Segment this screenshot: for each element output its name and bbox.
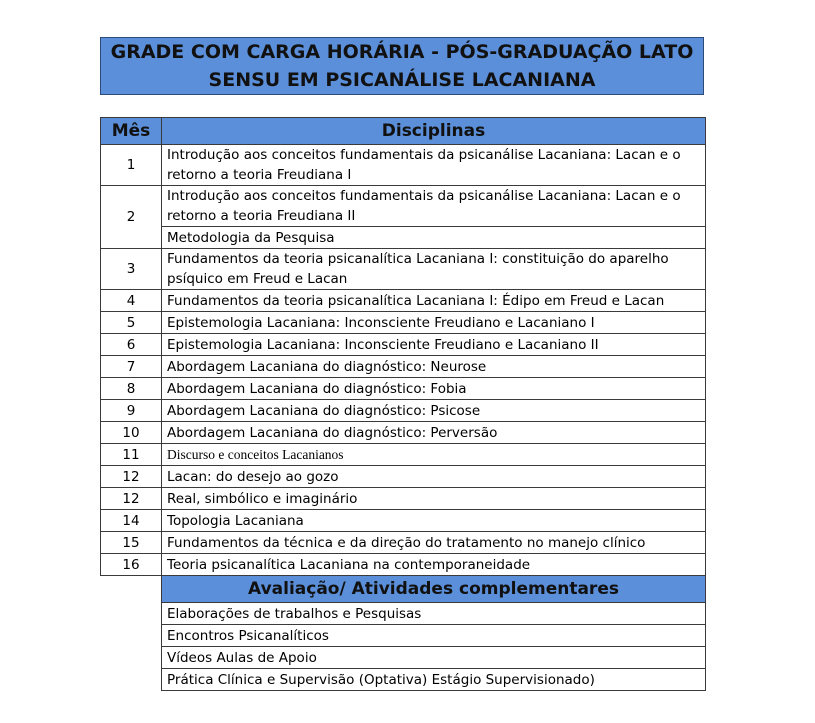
table-row (101, 227, 706, 249)
table-row (101, 334, 706, 356)
discipline-cell: Teoria psicanalítica Lacaniana na contemporaneidade (162, 554, 706, 576)
month-cell: 12 (101, 466, 162, 488)
title-line-1: GRADE COM CARGA HORÁRIA - PÓS-GRADUAÇÃO LATO (110, 41, 694, 63)
avaliacao-header-row (101, 576, 706, 603)
table-row (101, 290, 706, 312)
page-title (100, 37, 704, 95)
month-cell: 7 (101, 356, 162, 378)
header-disciplinas: Disciplinas (162, 118, 706, 145)
discipline-cell: Lacan: do desejo ao gozo (162, 466, 706, 488)
discipline-cell: Fundamentos da técnica e da direção do tratamento no manejo clínico (162, 532, 706, 554)
discipline-cell: Epistemologia Lacaniana: Inconsciente Freudiano e Lacaniano II (162, 334, 706, 356)
header-mes: Mês (101, 118, 162, 145)
month-cell: 15 (101, 532, 162, 554)
month-cell: 3 (101, 249, 162, 290)
discipline-cell: Real, simbólico e imaginário (162, 488, 706, 510)
table-row (101, 532, 706, 554)
activity-cell: Elaborações de trabalhos e Pesquisas (162, 603, 706, 625)
discipline-cell: Fundamentos da teoria psicanalítica Lacaniana I: constituição do aparelho psíquico em Freud e Lacan (162, 249, 706, 290)
discipline-cell: Introdução aos conceitos fundamentais da psicanálise Lacaniana: Lacan e o retorno a teoria Freudiana I (162, 145, 706, 186)
avaliacao-header: Avaliação/ Atividades complementares (162, 576, 706, 603)
list-item (101, 625, 706, 647)
month-cell: 16 (101, 554, 162, 576)
table-row (101, 186, 706, 227)
discipline-cell: Topologia Lacaniana (162, 510, 706, 532)
month-cell: 2 (101, 186, 162, 249)
list-item (101, 647, 706, 669)
table-row (101, 422, 706, 444)
month-cell: 14 (101, 510, 162, 532)
table-row (101, 466, 706, 488)
discipline-cell: Metodologia da Pesquisa (162, 227, 706, 249)
list-item (101, 669, 706, 691)
month-cell: 4 (101, 290, 162, 312)
table-row (101, 510, 706, 532)
activity-cell: Encontros Psicanalíticos (162, 625, 706, 647)
discipline-cell: Introdução aos conceitos fundamentais da psicanálise Lacaniana: Lacan e o retorno a teoria Freudiana II (162, 186, 706, 227)
discipline-cell: Abordagem Lacaniana do diagnóstico: Perversão (162, 422, 706, 444)
month-cell: 9 (101, 400, 162, 422)
table-row (101, 444, 706, 466)
month-cell: 8 (101, 378, 162, 400)
month-cell: 10 (101, 422, 162, 444)
list-item (101, 603, 706, 625)
table-row (101, 400, 706, 422)
table-row (101, 249, 706, 290)
title-line-2: SENSU EM PSICANÁLISE LACANIANA (208, 69, 596, 91)
discipline-cell: Abordagem Lacaniana do diagnóstico: Fobia (162, 378, 706, 400)
table-row (101, 378, 706, 400)
discipline-cell: Epistemologia Lacaniana: Inconsciente Freudiano e Lacaniano I (162, 312, 706, 334)
discipline-cell: Fundamentos da teoria psicanalítica Lacaniana I: Édipo em Freud e Lacan (162, 290, 706, 312)
month-cell: 6 (101, 334, 162, 356)
table-row (101, 488, 706, 510)
activity-cell: Prática Clínica e Supervisão (Optativa) Estágio Supervisionado) (162, 669, 706, 691)
discipline-cell: Discurso e conceitos Lacanianos (162, 444, 706, 466)
activity-cell: Vídeos Aulas de Apoio (162, 647, 706, 669)
discipline-cell: Abordagem Lacaniana do diagnóstico: Psicose (162, 400, 706, 422)
table-row (101, 145, 706, 186)
month-cell: 5 (101, 312, 162, 334)
table-row (101, 356, 706, 378)
table-row (101, 312, 706, 334)
month-cell: 12 (101, 488, 162, 510)
month-cell: 1 (101, 145, 162, 186)
month-cell: 11 (101, 444, 162, 466)
discipline-cell: Abordagem Lacaniana do diagnóstico: Neurose (162, 356, 706, 378)
table-row (101, 554, 706, 576)
curriculum-table (100, 117, 706, 691)
